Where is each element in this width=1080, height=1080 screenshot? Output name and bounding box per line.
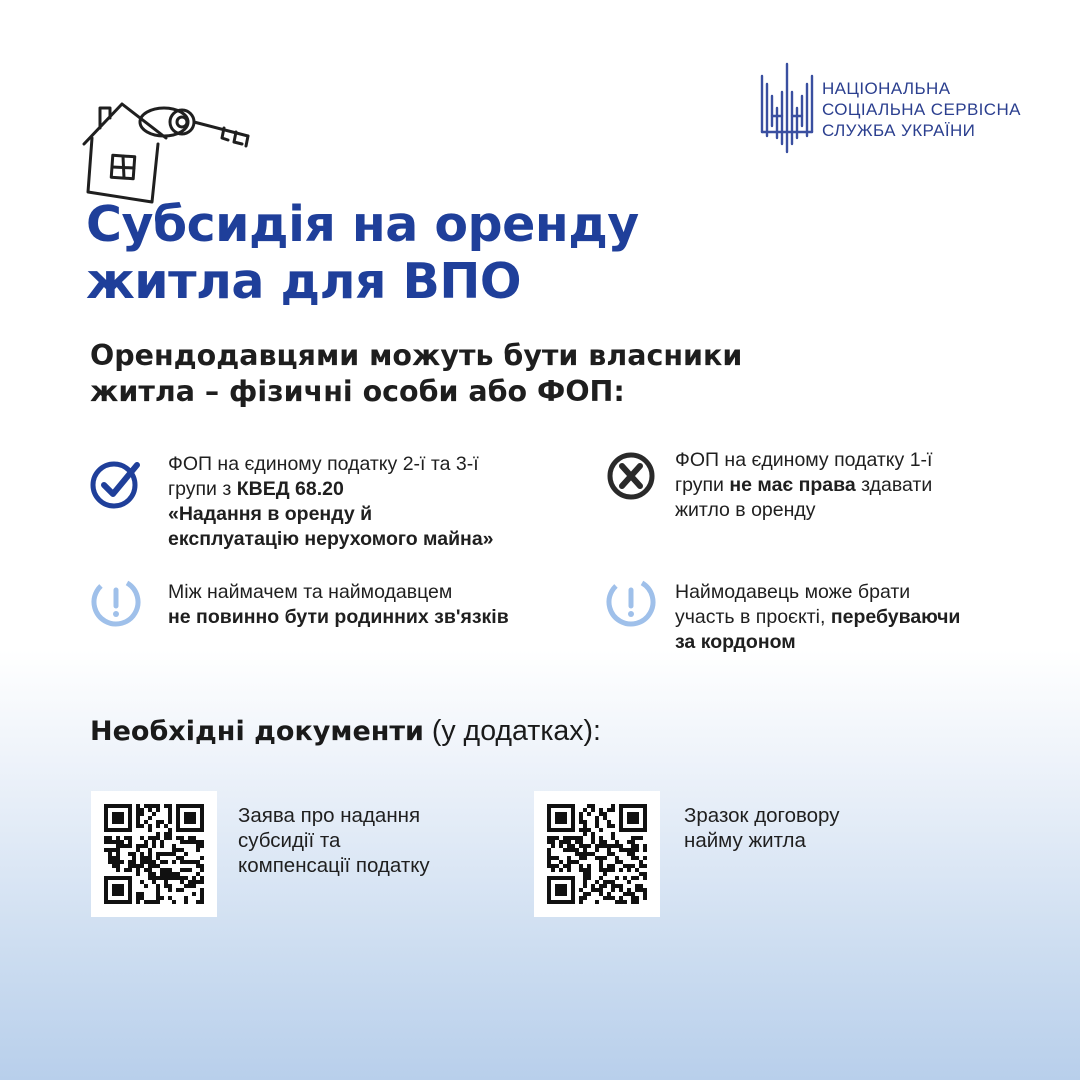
condition-text: здавати — [855, 474, 933, 496]
condition-line — [675, 630, 1075, 655]
document-label-line: компенсації податку — [238, 854, 430, 877]
condition-line: Наймодавець може брати — [675, 581, 911, 603]
condition-fop-group-1 — [675, 448, 1075, 523]
condition-text: групи з — [168, 478, 237, 500]
condition-text: участь в проєкті, — [675, 606, 831, 628]
checkmark-circle-icon — [90, 458, 142, 510]
org-name-line2: СОЦІАЛЬНА СЕРВІСНА — [822, 100, 1021, 119]
documents-heading-bold: Необхідні документи — [90, 716, 424, 747]
kved-code: КВЕД 68.20 — [236, 478, 344, 500]
document-label-line: субсидії та — [238, 829, 341, 852]
condition-text: групи — [675, 474, 730, 496]
condition-line — [168, 502, 568, 527]
condition-line — [168, 477, 568, 502]
no-family-ties-text: не повинно бути родинних зв'язків — [168, 606, 509, 628]
kved-name-cont: експлуатацію нерухомого майна» — [168, 528, 494, 550]
cross-circle-icon — [607, 450, 659, 502]
document-label-line: Заява про надання — [238, 804, 421, 827]
subtitle-line2: житла – фізичні особи або ФОП: — [90, 375, 625, 408]
page-title-line2: житла для ВПО — [86, 253, 522, 310]
org-name-line3: СЛУЖБА УКРАЇНИ — [822, 121, 976, 140]
qr-code-lease-sample[interactable] — [534, 791, 660, 917]
qr-modules — [104, 804, 204, 904]
exclamation-circle-icon — [605, 576, 657, 628]
abroad-text: перебуваючи — [830, 606, 961, 628]
abroad-text-cont: за кордоном — [675, 631, 796, 653]
org-name-line1: НАЦІОНАЛЬНА — [822, 79, 951, 98]
qr-modules — [547, 804, 647, 904]
qr-code-icon — [91, 791, 217, 917]
documents-heading-note: (у додатках): — [423, 715, 601, 747]
org-name — [822, 78, 1052, 141]
condition-line — [168, 605, 568, 630]
condition-line — [168, 527, 568, 552]
document-label-line: Зразок договору — [684, 804, 840, 827]
exclamation-circle-icon — [90, 576, 142, 628]
qr-code-application[interactable] — [91, 791, 217, 917]
page-title-line1: Субсидія на оренду — [86, 196, 639, 253]
condition-fop-group-2-3 — [168, 452, 568, 552]
document-application-label — [238, 803, 558, 878]
condition-line: ФОП на єдиному податку 1-ї — [675, 449, 933, 471]
condition-no-family-ties — [168, 580, 568, 630]
condition-line — [675, 473, 1075, 498]
trident-emblem-icon — [756, 62, 820, 154]
condition-line — [675, 605, 1075, 630]
documents-heading — [90, 715, 601, 748]
org-logo — [756, 62, 1046, 154]
landlords-subtitle — [90, 338, 890, 410]
page-title — [86, 196, 886, 310]
condition-line: Між наймачем та наймодавцем — [168, 581, 453, 603]
house-key-icon — [78, 88, 258, 208]
document-lease-sample-label — [684, 803, 1004, 853]
condition-landlord-abroad — [675, 580, 1075, 655]
kved-name: «Надання в оренду й — [168, 503, 373, 525]
condition-line: житло в оренду — [675, 499, 816, 521]
no-right-text: не має права — [729, 474, 856, 496]
condition-line: ФОП на єдиному податку 2-ї та 3-ї — [168, 453, 479, 475]
qr-code-icon — [534, 791, 660, 917]
document-label-line: найму житла — [684, 829, 806, 852]
subtitle-line1: Орендодавцями можуть бути власники — [90, 339, 743, 372]
